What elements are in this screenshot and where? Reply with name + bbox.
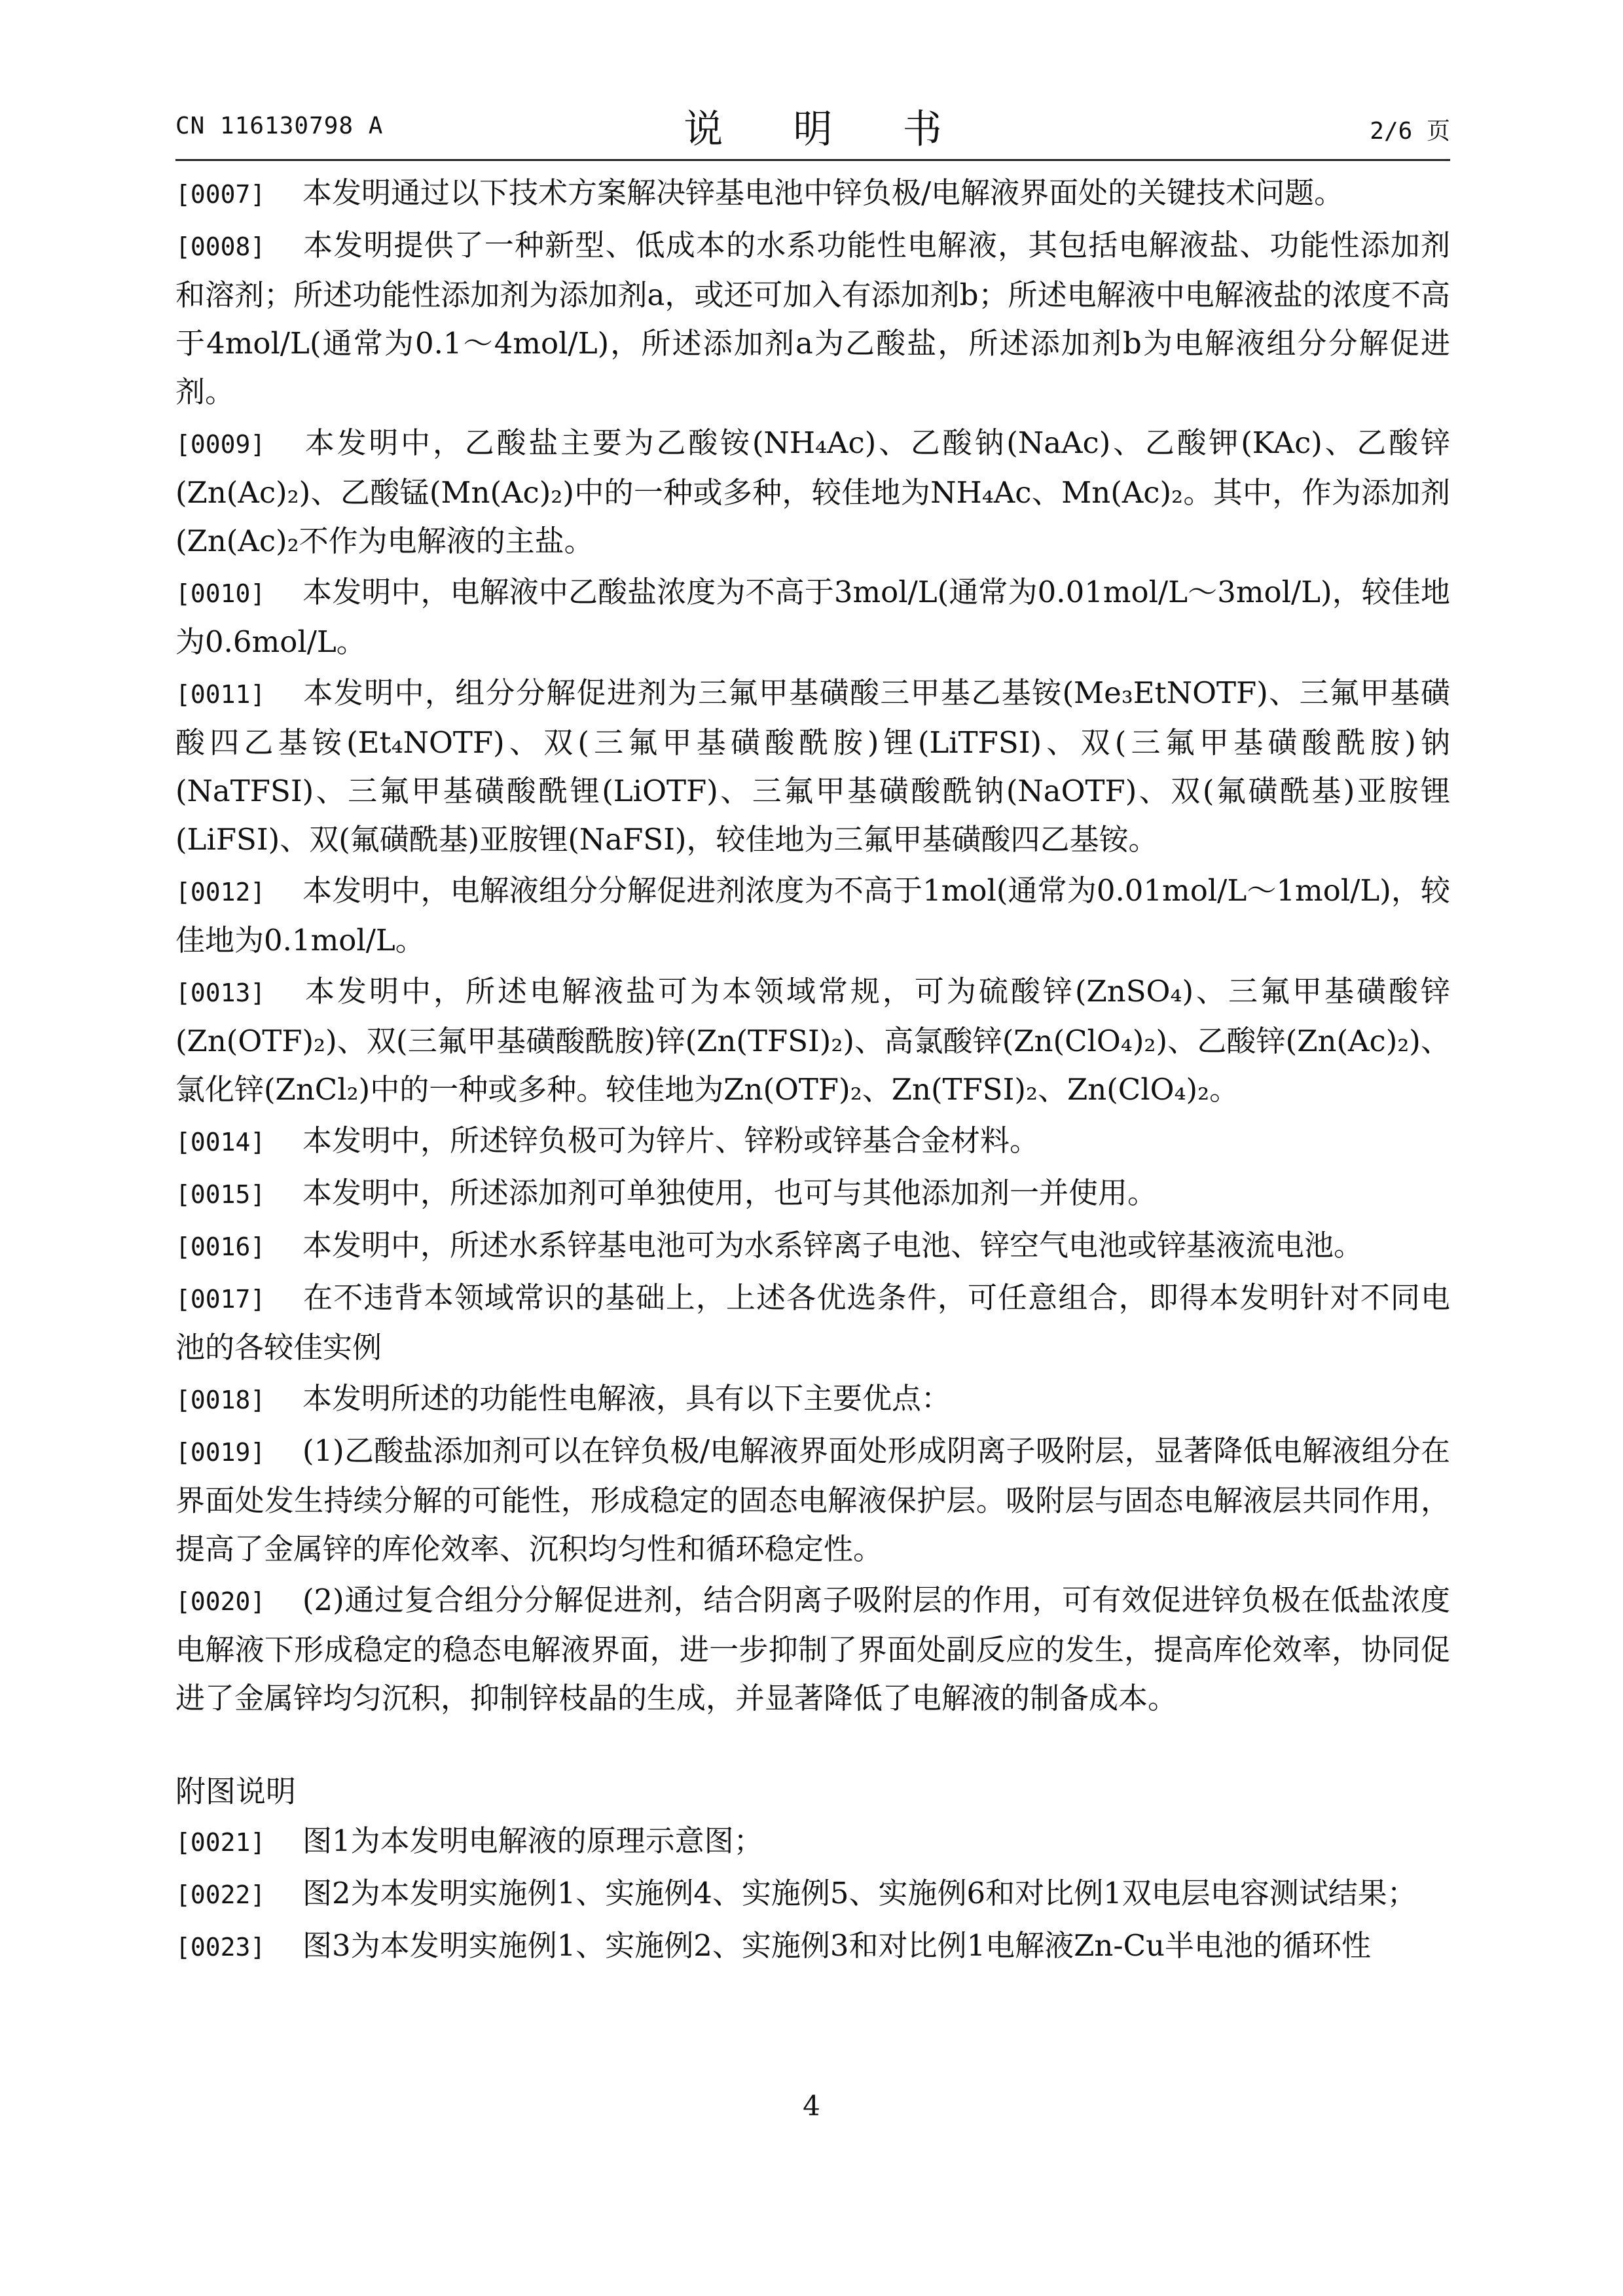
paragraph — [175, 1817, 1450, 1867]
paragraph-text: 本发明所述的功能性电解液，具有以下主要优点： — [302, 1381, 951, 1416]
paragraph-number: [0018] — [175, 1386, 266, 1414]
document-title: 说 明 书 — [684, 107, 971, 152]
paragraph-number: [0010] — [175, 579, 266, 608]
paragraph — [175, 1221, 1450, 1271]
paragraph-text: 图3为本发明实施例1、实施例2、实施例3和对比例1电解液Zn-Cu半电池的循环性 — [302, 1928, 1372, 1963]
paragraph-number: [0007] — [175, 180, 266, 209]
paragraph-number: [0011] — [175, 680, 266, 709]
paragraph-text: 本发明中，乙酸盐主要为乙酸铵(NH₄Ac)、乙酸钠(NaAc)、乙酸钾(KAc)、乙酸锌(Zn(Ac)₂)、乙酸锰(Mn(Ac)₂)中的一种或多种，较佳地为NH₄Ac、Mn(Ac)₂。其中，作为添加剂(Zn(Ac)₂不作为电解液的主盐。 — [175, 425, 1450, 558]
paragraph-text: 本发明中，所述电解液盐可为本领域常规，可为硫酸锌(ZnSO₄)、三氟甲基磺酸锌(Zn(OTF)₂)、双(三氟甲基磺酸酰胺)锌(Zn(TFSI)₂)、高氯酸锌(Zn(ClO₄)₂)、乙酸锌(Zn(Ac)₂)、氯化锌(ZnCl₂)中的一种或多种。较佳地为Zn(OTF)₂、Zn(TFSI)₂、Zn(ClO₄)₂。 — [175, 974, 1450, 1107]
paragraph-text: 本发明通过以下技术方案解决锌基电池中锌负极/电解液界面处的关键技术问题。 — [302, 175, 1344, 210]
paragraph-text: 本发明提供了一种新型、低成本的水系功能性电解液，其包括电解液盐、功能性添加剂和溶剂；所述功能性添加剂为添加剂a，或还可加入有添加剂b；所述电解液中电解液盐的浓度不高于4mol/L(通常为0.1～4mol/L)，所述添加剂a为乙酸盐，所述添加剂b为电解液组分分解促进剂。 — [175, 228, 1450, 409]
paragraph-text: 图1为本发明电解液的原理示意图； — [302, 1823, 763, 1858]
paragraph-text: 本发明中，所述添加剂可单独使用，也可与其他添加剂一并使用。 — [302, 1175, 1158, 1210]
paragraph-text: 本发明中，电解液中乙酸盐浓度为不高于3mol/L(通常为0.01mol/L～3mol/L)，较佳地为0.6mol/L。 — [175, 575, 1450, 659]
paragraph — [175, 1922, 1450, 1971]
section-heading: 附图说明 — [175, 1774, 296, 1809]
paragraph-text: 本发明中，组分分解促进剂为三氟甲基磺酸三甲基乙基铵(Me₃EtNOTF)、三氟甲基磺酸四乙基铵(Et₄NOTF)、双(三氟甲基磺酸酰胺)锂(LiTFSI)、双(三氟甲基磺酸酰胺)钠(NaTFSI)、三氟甲基磺酸酰锂(LiOTF)、三氟甲基磺酸酰钠(NaOTF)、双(氟磺酰基)亚胺锂(LiFSI)、双(氟磺酰基)亚胺锂(NaFSI)，较佳地为三氟甲基磺酸四乙基铵。 — [175, 675, 1451, 857]
page-info: 2/6 页 — [1370, 118, 1450, 145]
paragraph-text: (2)通过复合组分分解促进剂，结合阴离子吸附层的作用，可有效促进锌负极在低盐浓度电解液下形成稳定的稳态电解液界面，进一步抑制了界面处副反应的发生，提高库伦效率，协同促进了金属锌均匀沉积，抑制锌枝晶的生成，并显著降低了电解液的制备成本。 — [175, 1583, 1450, 1715]
paragraph — [175, 221, 1450, 416]
paragraph-number: [0015] — [175, 1180, 266, 1209]
paragraph-text: (1)乙酸盐添加剂可以在锌负极/电解液界面处形成阴离子吸附层，显著降低电解液组分在界面处发生持续分解的可能性，形成稳定的固态电解液保护层。吸附层与固态电解液层共同作用，提高了金属锌的库伦效率、沉积均匀性和循环稳定性。 — [175, 1433, 1450, 1566]
header-divider — [175, 159, 1450, 161]
paragraph-number: [0017] — [175, 1285, 266, 1314]
page-number: 4 — [803, 2090, 820, 2122]
paragraph — [175, 867, 1450, 965]
paragraph-number: [0009] — [175, 430, 266, 459]
paragraph-number: [0013] — [175, 978, 266, 1007]
page-header — [175, 98, 1450, 157]
paragraph — [175, 1427, 1450, 1573]
paragraph-text: 在不违背本领域常识的基础上，上述各优选条件，可任意组合，即得本发明针对不同电池的各较佳实例 — [175, 1280, 1450, 1365]
paragraph — [175, 967, 1450, 1114]
paragraph-text: 本发明中，电解液组分分解促进剂浓度为不高于1mol(通常为0.01mol/L～1mol/L)，较佳地为0.1mol/L。 — [175, 873, 1450, 958]
paragraph-text: 本发明中，所述锌负极可为锌片、锌粉或锌基合金材料。 — [302, 1123, 1040, 1158]
paragraph — [175, 1374, 1450, 1424]
paragraph-number: [0012] — [175, 878, 266, 906]
paragraph-text: 图2为本发明实施例1、实施例4、实施例5、实施例6和对比例1双电层电容测试结果； — [302, 1876, 1417, 1910]
paragraph — [175, 669, 1450, 864]
paragraph — [175, 419, 1450, 565]
paragraph-number: [0008] — [175, 232, 266, 261]
paragraph-number: [0020] — [175, 1587, 266, 1616]
paragraph-number: [0016] — [175, 1232, 266, 1261]
paragraph-number: [0014] — [175, 1128, 266, 1157]
paragraph — [175, 1117, 1450, 1166]
paragraph-number: [0019] — [175, 1438, 266, 1467]
paragraph — [175, 1576, 1450, 1723]
publication-number: CN 116130798 A — [175, 113, 384, 139]
paragraph — [175, 1869, 1450, 1919]
paragraph-number: [0021] — [175, 1828, 266, 1857]
paragraph-text: 本发明中，所述水系锌基电池可为水系锌离子电池、锌空气电池或锌基液流电池。 — [302, 1228, 1364, 1263]
paragraph — [175, 169, 1450, 219]
paragraph — [175, 568, 1450, 666]
paragraph — [175, 1169, 1450, 1219]
description-body — [175, 169, 1450, 1974]
paragraph — [175, 1274, 1450, 1372]
paragraph-number: [0022] — [175, 1880, 266, 1909]
paragraph-number: [0023] — [175, 1933, 266, 1962]
